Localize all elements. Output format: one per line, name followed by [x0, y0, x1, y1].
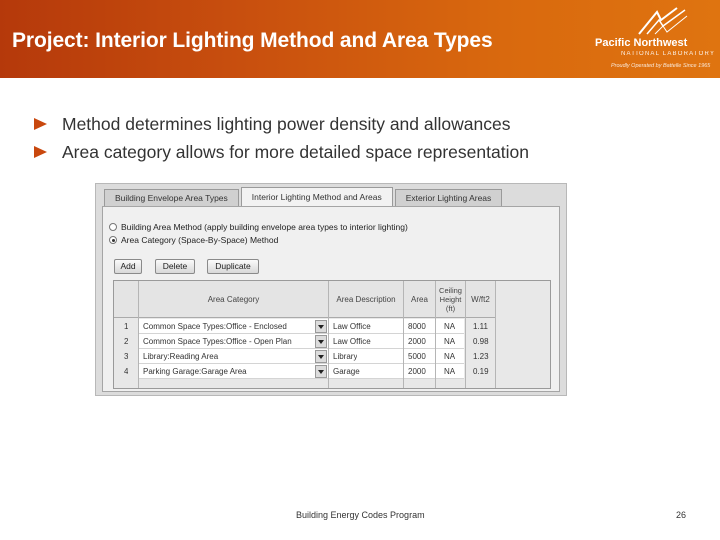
bullet-list — [34, 110, 529, 166]
slide-title: Project: Interior Lighting Method and Area Types — [12, 29, 493, 52]
ceiling-height-cell[interactable]: NA — [444, 337, 456, 346]
column-divider — [465, 281, 466, 388]
add-button[interactable]: Add — [114, 259, 142, 274]
pnnl-logo — [593, 6, 715, 72]
area-description-cell[interactable]: Garage — [333, 367, 360, 376]
footer-program: Building Energy Codes Program — [296, 510, 425, 520]
ceiling-height-cell[interactable]: NA — [444, 352, 456, 361]
radio-area-category[interactable] — [109, 235, 278, 245]
row-number: 3 — [124, 352, 129, 361]
row-number: 4 — [124, 367, 129, 376]
tab-bar — [104, 187, 504, 207]
wft2-cell: 0.19 — [473, 367, 489, 376]
logo-tagline: Proudly Operated by Battelle Since 1965 — [611, 63, 711, 69]
area-cell[interactable]: 2000 — [408, 367, 426, 376]
ceiling-height-cell[interactable]: NA — [444, 367, 456, 376]
logo-mark-icon — [637, 6, 689, 36]
bullet-item — [34, 138, 529, 166]
column-divider — [138, 281, 139, 388]
column-divider — [435, 281, 436, 388]
app-screenshot — [95, 183, 567, 396]
wft2-cell: 1.23 — [473, 352, 489, 361]
header-row-number — [114, 281, 139, 318]
header-area-category[interactable]: Area Category — [139, 281, 329, 318]
column-divider — [495, 281, 496, 388]
area-category-cell[interactable]: Common Space Types:Office - Enclosed — [143, 322, 287, 331]
slide-header — [0, 0, 720, 78]
radio-circle-icon[interactable] — [109, 223, 117, 231]
area-description-cell[interactable]: Library — [333, 352, 358, 361]
tab-panel — [102, 206, 560, 392]
radio-label: Building Area Method (apply building envelope area types to interior lighting) — [121, 222, 408, 232]
bullet-text: Method determines lighting power density and allowances — [62, 113, 511, 134]
area-description-cell[interactable]: Law Office — [333, 322, 371, 331]
area-cell[interactable]: 2000 — [408, 337, 426, 346]
dropdown-arrow-icon[interactable] — [315, 335, 327, 348]
tab-building-envelope[interactable]: Building Envelope Area Types — [104, 189, 239, 207]
row-number: 2 — [124, 337, 129, 346]
radio-building-area[interactable] — [109, 222, 408, 232]
column-divider — [403, 281, 404, 388]
area-category-cell[interactable]: Common Space Types:Office - Open Plan — [143, 337, 292, 346]
ceiling-height-cell[interactable]: NA — [444, 322, 456, 331]
dropdown-arrow-icon[interactable] — [315, 350, 327, 363]
radio-label: Area Category (Space-By-Space) Method — [121, 235, 279, 245]
radio-circle-selected-icon[interactable] — [109, 236, 117, 244]
wft2-cell: 0.98 — [473, 337, 489, 346]
logo-subtitle: NATIONAL LABORATORY — [621, 51, 716, 57]
bullet-arrow-icon — [34, 118, 47, 130]
wft2-cell: 1.11 — [473, 322, 488, 331]
bullet-text: Area category allows for more detailed space representation — [62, 141, 529, 162]
page-number: 26 — [676, 510, 687, 520]
header-area-description[interactable]: Area Description — [329, 281, 404, 318]
row-number: 1 — [124, 322, 129, 331]
area-cell[interactable]: 8000 — [408, 322, 426, 331]
column-divider — [328, 281, 329, 388]
header-area[interactable]: Area — [404, 281, 436, 318]
area-cell[interactable]: 5000 — [408, 352, 426, 361]
delete-button[interactable]: Delete — [155, 259, 195, 274]
logo-name: Pacific Northwest — [595, 37, 688, 49]
bullet-arrow-icon — [34, 146, 47, 158]
header-wft2[interactable]: W/ft2 — [466, 281, 496, 318]
duplicate-button[interactable]: Duplicate — [207, 259, 259, 274]
area-table — [113, 280, 551, 389]
tab-exterior-lighting[interactable]: Exterior Lighting Areas — [395, 189, 503, 207]
dropdown-arrow-icon[interactable] — [315, 365, 327, 378]
area-category-cell[interactable]: Library:Reading Area — [143, 352, 219, 361]
area-category-cell[interactable]: Parking Garage:Garage Area — [143, 367, 247, 376]
header-ceiling-height[interactable]: Ceiling Height (ft) — [436, 281, 466, 318]
bullet-item — [34, 110, 529, 138]
tab-interior-lighting[interactable]: Interior Lighting Method and Areas — [241, 187, 393, 207]
area-description-cell[interactable]: Law Office — [333, 337, 371, 346]
dropdown-arrow-icon[interactable] — [315, 320, 327, 333]
